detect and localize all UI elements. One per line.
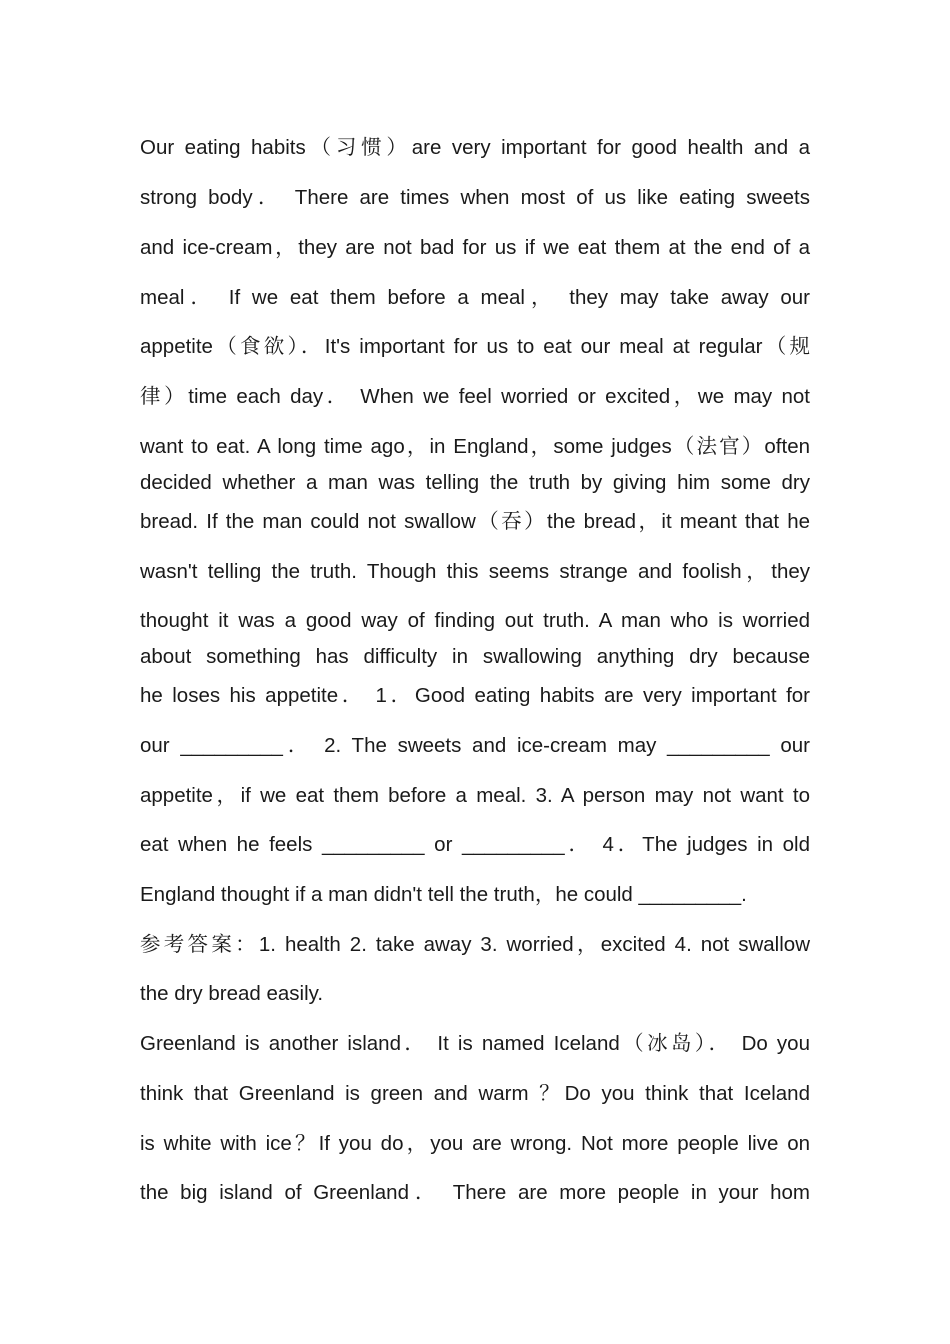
text-line-12: about something has difficulty in swallowing anything dry because: [140, 645, 810, 668]
text-line-13: he loses his appetite． 1．Good eating habits are very important for: [140, 684, 810, 707]
text-line-17: England thought if a man didn't tell the truth，he could _________.: [140, 883, 747, 906]
text-line-2: strong body． There are times when most of us like eating sweets: [140, 186, 810, 209]
text-line-16: eat when he feels _________ or _________． 4．The judges in old: [140, 833, 810, 856]
text-line-22: is white with ice？If you do，you are wrong. Not more people live on: [140, 1132, 810, 1155]
text-line-10: wasn't telling the truth. Though this seems strange and foolish，they: [140, 560, 810, 583]
text-line-4: meal． If we eat them before a meal， they may take away our: [140, 286, 810, 309]
text-line-23: the big island of Greenland． There are more people in your hom: [140, 1181, 810, 1204]
text-line-3: and ice-cream，they are not bad for us if we eat them at the end of a: [140, 236, 810, 259]
text-line-15: appetite，if we eat them before a meal. 3. A person may not want to: [140, 784, 810, 807]
text-line-8: decided whether a man was telling the truth by giving him some dry: [140, 471, 810, 494]
text-line-1: Our eating habits（习惯）are very important for good health and a: [140, 136, 810, 159]
answer-line-1: 参考答案：1. health 2. take away 3. worried，excited 4. not swallow: [140, 933, 810, 956]
text-line-9: bread. If the man could not swallow（吞）the bread，it meant that he: [140, 510, 810, 533]
text-line-6: 律）time each day． When we feel worried or excited，we may not: [140, 385, 810, 408]
text-line-20: Greenland is another island． It is named Iceland（冰岛）． Do you: [140, 1032, 810, 1055]
text-line-5: appetite（食欲）．It's important for us to eat our meal at regular（规: [140, 335, 810, 358]
text-line-21: think that Greenland is green and warm ？Do you think that Iceland: [140, 1082, 810, 1105]
answer-line-2: the dry bread easily.: [140, 982, 324, 1005]
text-line-11: thought it was a good way of finding out truth. A man who is worried: [140, 609, 810, 632]
text-line-14: our _________． 2. The sweets and ice-cream may _________ our: [140, 734, 810, 757]
text-line-7: want to eat. A long time ago，in England，some judges（法官）often: [140, 435, 810, 458]
